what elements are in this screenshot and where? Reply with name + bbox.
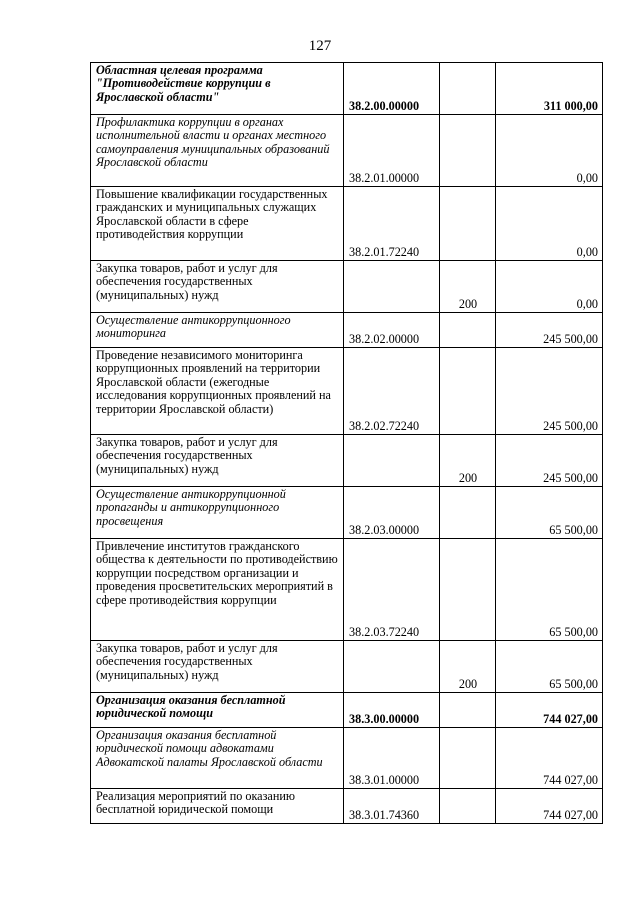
row-amount: 245 500,00: [496, 313, 603, 348]
row-name: Организация оказания бесплатной юридической помощи: [91, 693, 344, 728]
row-type: [440, 789, 496, 824]
table-row: [91, 789, 603, 824]
row-code: [344, 435, 440, 487]
row-type: [440, 187, 496, 261]
table-row: [91, 728, 603, 789]
row-amount: 0,00: [496, 261, 603, 313]
row-amount: 744 027,00: [496, 693, 603, 728]
row-code: 38.3.01.00000: [344, 728, 440, 789]
row-code: [344, 641, 440, 693]
row-name: Повышение квалификации государственных гражданских и муниципальных служащих Ярославской области в сфере противодействия коррупции: [91, 187, 344, 261]
row-name: Закупка товаров, работ и услуг для обеспечения государственных (муниципальных) нужд: [91, 435, 344, 487]
row-type: 200: [440, 261, 496, 313]
row-amount: 0,00: [496, 187, 603, 261]
row-type: [440, 487, 496, 539]
row-type: [440, 63, 496, 115]
row-name: Закупка товаров, работ и услуг для обеспечения государственных (муниципальных) нужд: [91, 641, 344, 693]
row-code: 38.3.01.74360: [344, 789, 440, 824]
row-type: [440, 115, 496, 187]
row-code: [344, 261, 440, 313]
row-code: 38.2.00.00000: [344, 63, 440, 115]
budget-table: [90, 62, 603, 824]
row-amount: 744 027,00: [496, 728, 603, 789]
page-number: 127: [308, 38, 332, 54]
row-amount: 65 500,00: [496, 641, 603, 693]
table-row: [91, 187, 603, 261]
row-code: 38.2.03.00000: [344, 487, 440, 539]
row-amount: 245 500,00: [496, 348, 603, 435]
row-name: Осуществление антикоррупционного мониторинга: [91, 313, 344, 348]
row-type: 200: [440, 435, 496, 487]
table-row: [91, 487, 603, 539]
row-name: Привлечение институтов гражданского общества к деятельности по противодействию коррупции посредством организации и проведения просветительских мероприятий в сфере противодействия коррупции: [91, 539, 344, 641]
row-name: Профилактика коррупции в органах исполнительной власти и органах местного самоуправления муниципальных образований Ярославской области: [91, 115, 344, 187]
row-type: [440, 539, 496, 641]
table-row: [91, 693, 603, 728]
row-code: 38.2.02.00000: [344, 313, 440, 348]
table-row: [91, 435, 603, 487]
row-name: Закупка товаров, работ и услуг для обеспечения государственных (муниципальных) нужд: [91, 261, 344, 313]
row-code: 38.2.02.72240: [344, 348, 440, 435]
table-row: [91, 641, 603, 693]
row-name: Проведение независимого мониторинга коррупционных проявлений на территории Ярославской области (ежегодные исследования коррупционных проявлений на территории Ярославской области): [91, 348, 344, 435]
row-code: 38.2.01.00000: [344, 115, 440, 187]
row-type: [440, 348, 496, 435]
row-amount: 65 500,00: [496, 487, 603, 539]
table-row: [91, 63, 603, 115]
row-code: 38.2.01.72240: [344, 187, 440, 261]
row-name: Осуществление антикоррупционной пропаганды и антикоррупционного просвещения: [91, 487, 344, 539]
table-row: [91, 348, 603, 435]
row-amount: 65 500,00: [496, 539, 603, 641]
table-row: [91, 261, 603, 313]
row-amount: 744 027,00: [496, 789, 603, 824]
row-code: 38.3.00.00000: [344, 693, 440, 728]
row-type: [440, 693, 496, 728]
row-amount: 311 000,00: [496, 63, 603, 115]
row-type: [440, 728, 496, 789]
row-amount: 0,00: [496, 115, 603, 187]
row-amount: 245 500,00: [496, 435, 603, 487]
table-row: [91, 313, 603, 348]
row-name: Организация оказания бесплатной юридической помощи адвокатами Адвокатской палаты Ярославской области: [91, 728, 344, 789]
row-name: Реализация мероприятий по оказанию бесплатной юридической помощи: [91, 789, 344, 824]
row-type: [440, 313, 496, 348]
table-row: [91, 115, 603, 187]
table-row: [91, 539, 603, 641]
row-type: 200: [440, 641, 496, 693]
row-code: 38.2.03.72240: [344, 539, 440, 641]
row-name: Областная целевая программа "Противодействие коррупции в Ярославской области": [91, 63, 344, 115]
